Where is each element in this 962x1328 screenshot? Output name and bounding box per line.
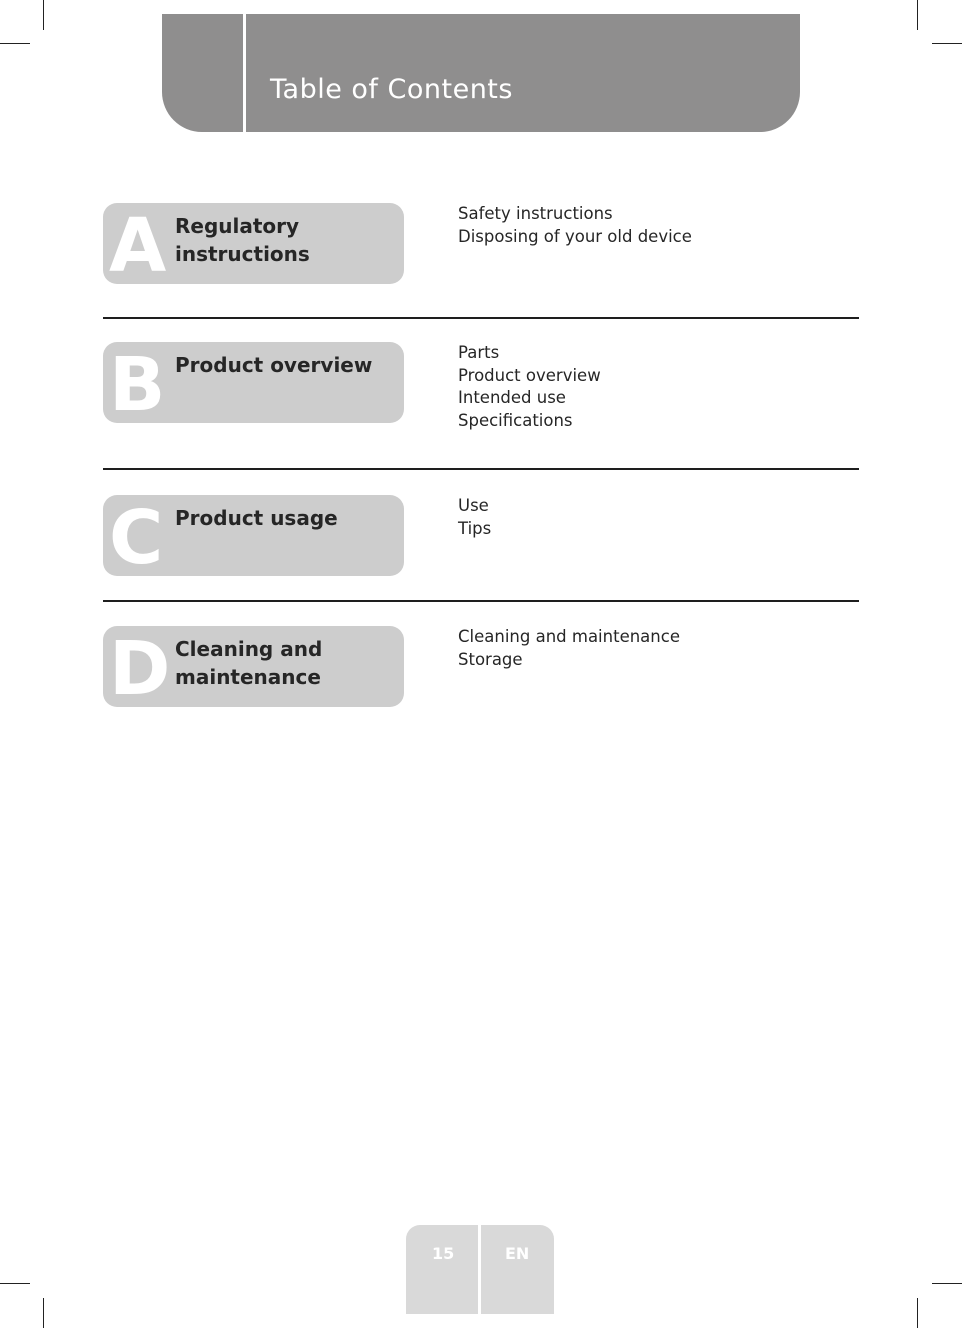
crop-mark [932,1283,962,1284]
page-number: 15 [432,1244,455,1263]
section-title: Cleaning and maintenance [175,637,323,689]
header-divider [243,14,246,132]
toc-entry[interactable]: Specifications [458,410,573,430]
section-letter: D [109,626,171,707]
section-title: Regulatory instructions [175,214,310,266]
section-letter: B [109,342,166,423]
footer-divider [478,1225,481,1314]
crop-mark [0,1283,30,1284]
section-title: Product overview [175,353,373,377]
section-divider [103,317,859,319]
section-item-list [458,342,858,432]
crop-mark [43,1298,44,1328]
section-heading-box [103,626,404,707]
section-heading-box [103,342,404,423]
crop-mark [917,0,918,30]
page-title: Table of Contents [270,74,513,105]
section-letter: C [109,495,164,576]
language-code: EN [505,1244,530,1263]
toc-entry[interactable]: Product overview [458,365,601,385]
toc-entry[interactable]: Safety instructions [458,204,613,223]
crop-mark [0,43,30,44]
toc-entry[interactable]: Use [458,496,489,515]
crop-mark [932,43,962,44]
page-footer-tab [406,1225,554,1314]
page-header [162,14,800,132]
toc-entry[interactable]: Disposing of your old device [458,226,692,246]
crop-mark [43,0,44,30]
section-item-list [458,626,858,671]
toc-entry[interactable]: Tips [458,518,492,538]
section-divider [103,468,859,470]
section-divider [103,600,859,602]
crop-mark [917,1298,918,1328]
section-heading-box [103,203,404,284]
toc-entry[interactable]: Parts [458,343,500,362]
toc-entry[interactable]: Storage [458,649,523,669]
toc-entry[interactable]: Cleaning and maintenance [458,627,680,646]
section-heading-box [103,495,404,576]
section-item-list [458,495,858,540]
section-item-list [458,203,858,248]
section-letter: A [109,203,167,284]
section-title: Product usage [175,506,338,530]
toc-entry[interactable]: Intended use [458,388,566,407]
